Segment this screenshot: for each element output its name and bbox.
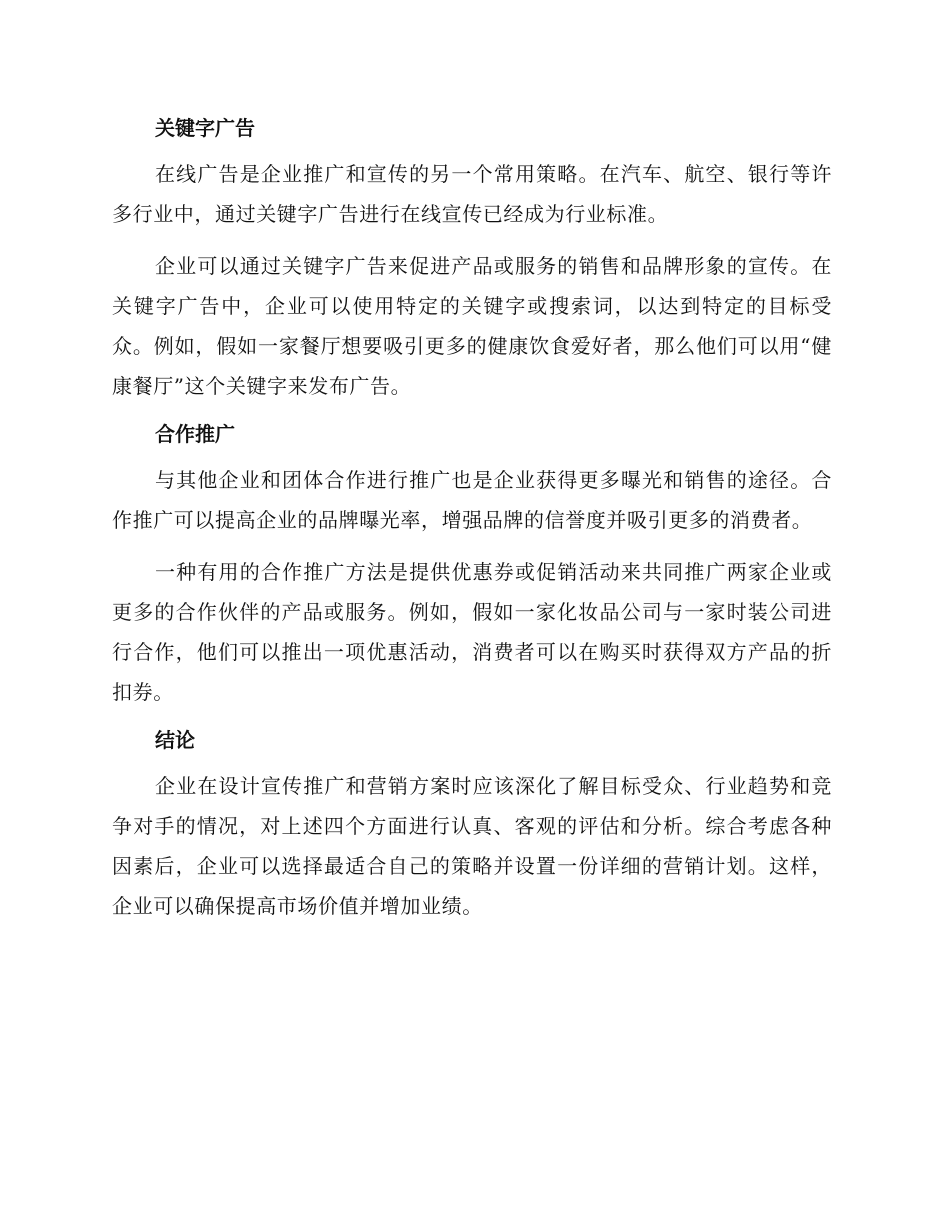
- paragraph: 企业可以通过关键字广告来促进产品或服务的销售和品牌形象的宣传。在关键字广告中，企业可以使用特定的关键字或搜索词，以达到特定的目标受众。例如，假如一家餐厅想要吸引更多的健康饮食爱好者，那么他们可以用“健康餐厅”这个关键字来发布广告。: [112, 254, 832, 398]
- document-body: [112, 112, 832, 938]
- paragraph: 一种有用的合作推广方法是提供优惠券或促销活动来共同推广两家企业或更多的合作伙伴的产品或服务。例如，假如一家化妆品公司与一家时装公司进行合作，他们可以推出一项优惠活动，消费者可以在购买时获得双方产品的折扣券。: [112, 560, 832, 704]
- paragraph: 企业在设计宣传推广和营销方案时应该深化了解目标受众、行业趋势和竞争对手的情况，对上述四个方面进行认真、客观的评估和分析。综合考虑各种因素后，企业可以选择最适合自己的策略并设置一份详细的营销计划。这样，企业可以确保提高市场价值并增加业绩。: [112, 774, 832, 918]
- section-heading: 关键字广告: [155, 116, 255, 140]
- paragraph: 与其他企业和团体合作进行推广也是企业获得更多曝光和销售的途径。合作推广可以提高企业的品牌曝光率，增强品牌的信誉度并吸引更多的消费者。: [112, 468, 832, 532]
- section-conclusion: [112, 724, 832, 926]
- section-keyword-ads: [112, 112, 832, 406]
- paragraph: 在线广告是企业推广和宣传的另一个常用策略。在汽车、航空、银行等许多行业中，通过关键字广告进行在线宣传已经成为行业标准。: [112, 162, 832, 226]
- section-cooperation-promotion: [112, 418, 832, 712]
- section-heading: 合作推广: [155, 422, 235, 446]
- section-heading: 结论: [155, 728, 195, 752]
